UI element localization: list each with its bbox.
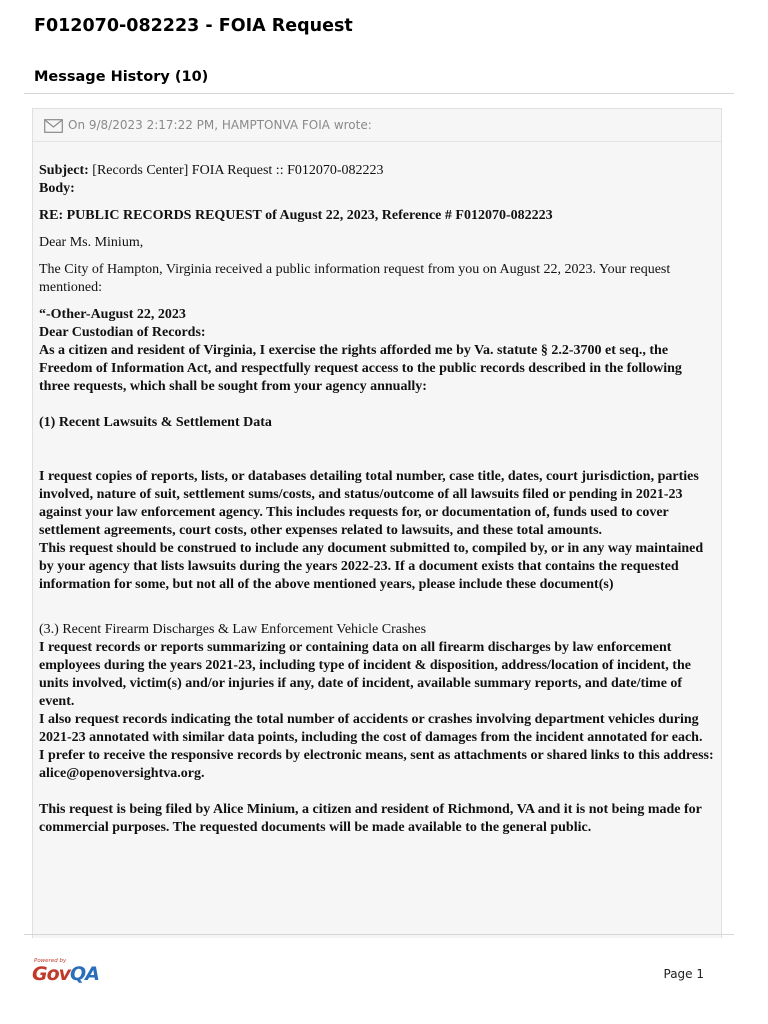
request-1-body: I request copies of reports, lists, or databases detailing total number, case title, dates, court jurisdiction, parties involved, nature of suit, settlement sums/costs, and status/outcome of all lawsuits filed or pending in 2021-23 against your law enforcement agency. This includes requests for, or documentation of, funds used to cover settlement agreements, court costs, other expenses related to lawsuits, and these total amounts.	[39, 469, 699, 538]
envelope-icon	[44, 119, 63, 133]
footer-divider	[24, 934, 734, 935]
request-3-vehicles: I also request records indicating the total number of accidents or crashes involving department vehicles during 2021-23 annotated with similar data points, including the cost of damages from the incident annotated for each.	[39, 712, 703, 745]
logo-qa: QA	[70, 963, 99, 985]
reply-heading: RE: PUBLIC RECORDS REQUEST of August 22, 2023, Reference # F012070-082223	[39, 208, 553, 223]
intro-paragraph: The City of Hampton, Virginia received a public information request from you on August 22, 2023. Your request mentioned:	[39, 262, 671, 295]
message-container	[32, 108, 722, 938]
message-body	[39, 162, 715, 837]
request-3-heading: (3.) Recent Firearm Discharges & Law Enforcement Vehicle Crashes	[39, 622, 427, 637]
logo-gov: Gov	[32, 963, 71, 985]
closing-paragraph: This request is being filed by Alice Minium, a citizen and resident of Richmond, VA and it is not being made for commercial purposes. The requested documents will be made available to the general public.	[39, 802, 702, 835]
page-number: Page 1	[663, 967, 704, 981]
body-label: Body:	[39, 181, 75, 196]
request-1-heading: (1) Recent Lawsuits & Settlement Data	[39, 415, 272, 430]
subject-label: Subject:	[39, 163, 89, 178]
subject-line	[39, 162, 715, 180]
greeting: Dear Ms. Minium,	[39, 235, 144, 250]
message-history-title: Message History (10)	[34, 69, 209, 85]
request-1-construe: This request should be construed to include any document submitted to, compiled by, or in any way maintained by your agency that lists lawsuits during the years 2022-23. If a document exists that contains the requested information for some, but not all of the above mentioned years, please include these document(s)	[39, 541, 704, 592]
request-3-body: I request records or reports summarizing or containing data on all firearm discharges by law enforcement employees during the years 2021-23, including type of incident & disposition, address/location of incident, the units involved, victim(s) and/or injuries if any, date of incident, available summary reports, and date/time of event.	[39, 640, 691, 709]
request-3-delivery: I prefer to receive the responsive records by electronic means, sent as attachments or shared links to this address: alice@openoversightva.org.	[39, 748, 714, 781]
subject-value: [Records Center] FOIA Request :: F012070-082223	[88, 163, 384, 178]
page-title: F012070-082223 - FOIA Request	[34, 16, 353, 36]
message-header	[33, 109, 721, 142]
message-header-text: On 9/8/2023 2:17:22 PM, HAMPTONVA FOIA wrote:	[68, 118, 372, 132]
quote-date: “-Other-August 22, 2023	[39, 307, 186, 322]
quote-salutation: Dear Custodian of Records:	[39, 325, 206, 340]
section-divider	[24, 93, 734, 94]
logo-powered-by: Powered by	[34, 958, 67, 964]
govqa-logo	[32, 958, 102, 988]
quote-opening: As a citizen and resident of Virginia, I exercise the rights afforded me by Va. statute § 2.2-3700 et seq., the Freedom of Information Act, and respectfully request access to the public records described in the following three requests, which shall be sought from your agency annually:	[39, 343, 682, 394]
logo-wordmark	[32, 963, 99, 985]
